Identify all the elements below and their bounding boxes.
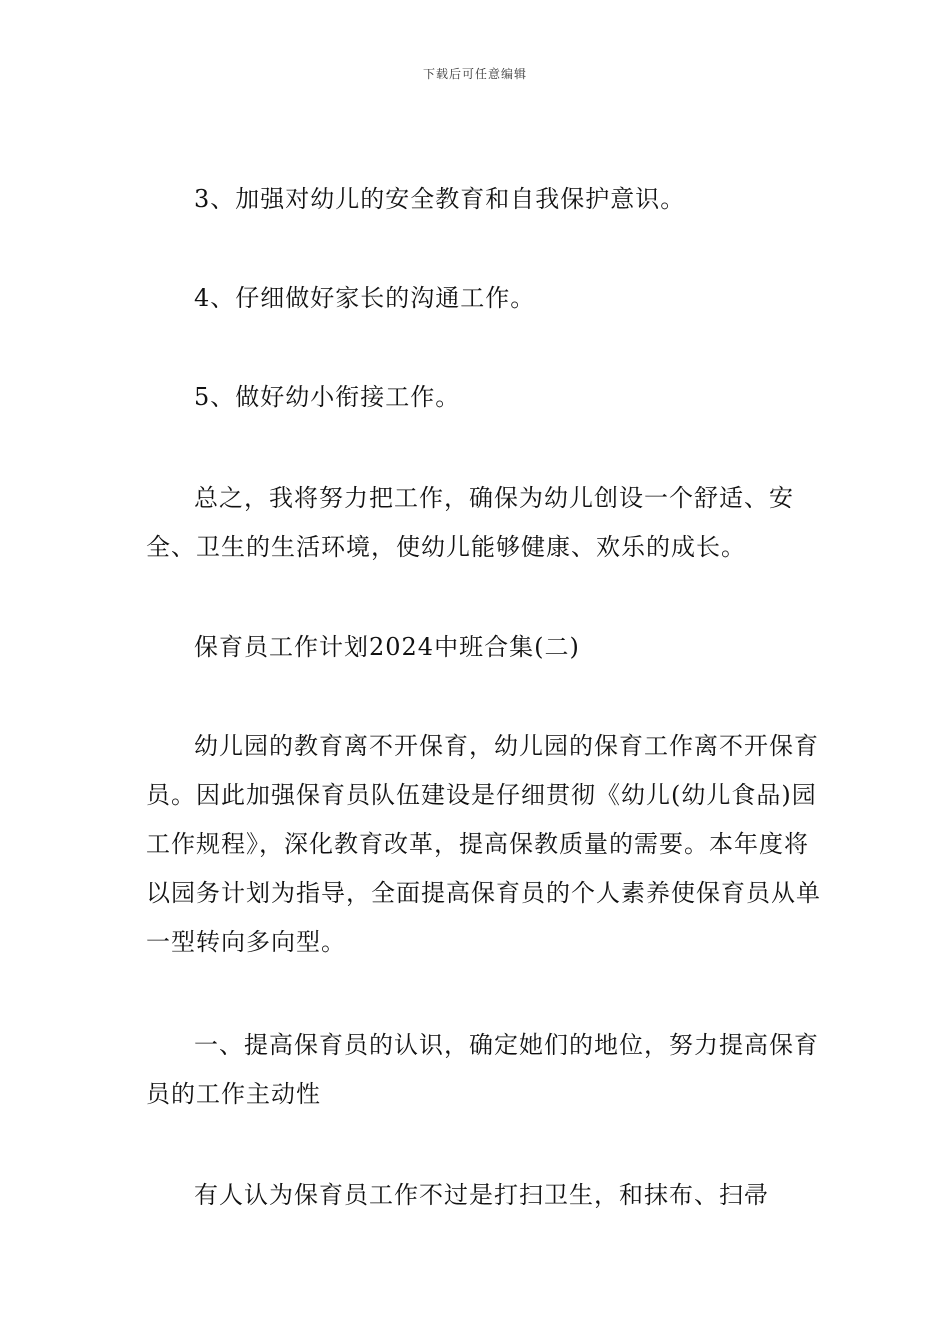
intro-paragraph: 幼儿园的教育离不开保育，幼儿园的保育工作离不开保育员。因此加强保育员队伍建设是仔细贯彻《幼儿(幼儿食品)园工作规程》，深化教育改革，提高保教质量的需要。本年度将以园务计划为指导，全面提高保育员的个人素养使保育员从单一型转向多向型。	[146, 732, 821, 956]
list-item-3: 3、加强对幼儿的安全教育和自我保护意识。	[194, 185, 686, 213]
page-header: 下载后可任意编辑	[422, 67, 527, 81]
section-title: 保育员工作计划2024中班合集(二)	[194, 633, 580, 661]
summary-paragraph: 总之，我将努力把工作，确保为幼儿创设一个舒适、安全、卫生的生活环境，使幼儿能够健康、欢乐的成长。	[146, 484, 794, 561]
section-heading-1: 一、提高保育员的认识，确定她们的地位，努力提高保育员的工作主动性	[146, 1031, 819, 1108]
body-paragraph: 有人认为保育员工作不过是打扫卫生，和抹布、扫帚	[194, 1181, 769, 1209]
list-item-5: 5、做好幼小衔接工作。	[194, 383, 461, 411]
list-item-4: 4、仔细做好家长的沟通工作。	[194, 284, 536, 312]
